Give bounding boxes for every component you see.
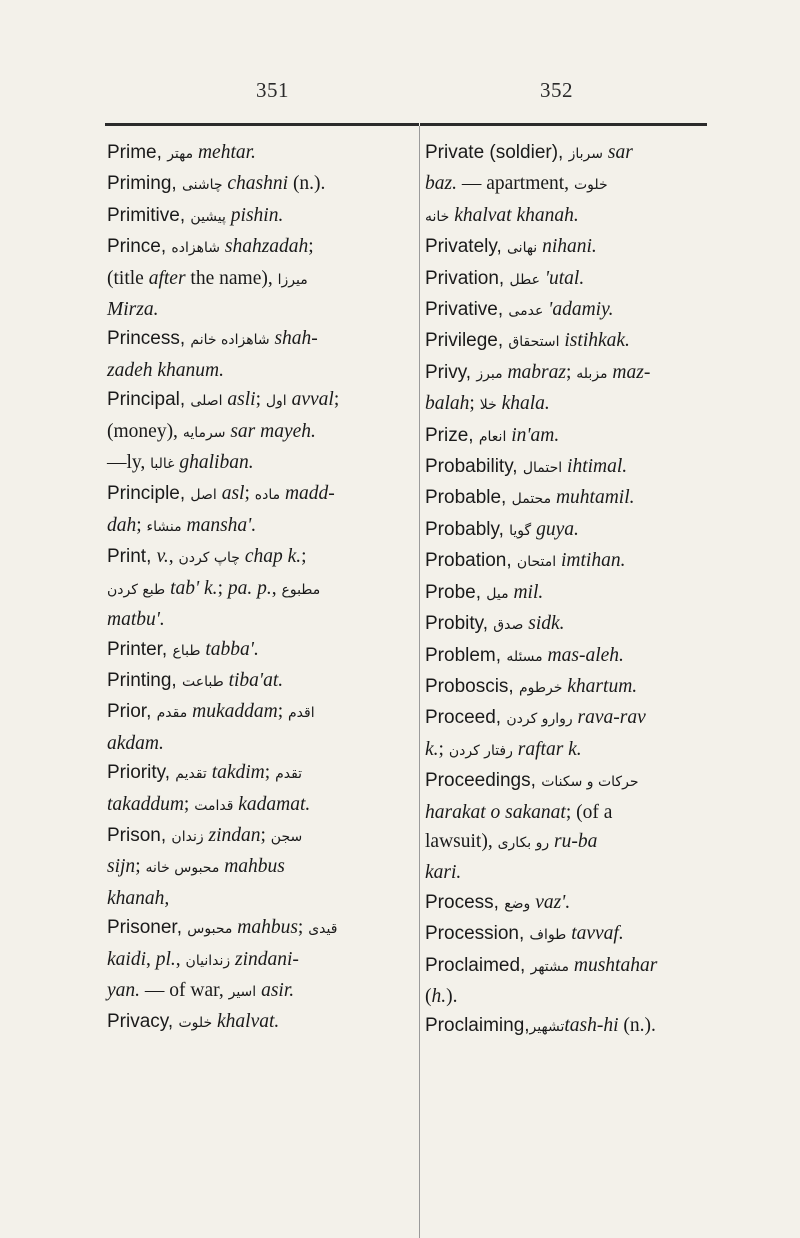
dictionary-line (425, 919, 715, 950)
headword: Privation, (425, 267, 510, 289)
dictionary-line (425, 888, 715, 919)
transliteration: asl (216, 483, 245, 505)
transliteration: h. (431, 985, 447, 1007)
transliteration: kadamat. (233, 793, 311, 815)
headword: Probable, (425, 487, 512, 509)
transliteration: harakat o sakanat (425, 801, 566, 823)
transliteration: kaidi (107, 948, 146, 970)
dictionary-line (107, 324, 413, 355)
gloss-text: ; (260, 824, 271, 846)
dictionary-line (107, 884, 413, 913)
gloss-text: ; (217, 577, 228, 599)
headword: Prince, (107, 236, 172, 258)
persian-script: نهانی (507, 240, 538, 257)
transliteration: kari. (425, 862, 462, 884)
transliteration: mabraz (502, 361, 566, 383)
header-rule-right (420, 123, 707, 126)
gloss-text: ; (469, 393, 480, 415)
headword: Probe, (425, 581, 487, 603)
persian-script: محبوس خانه (145, 860, 220, 877)
dictionary-line (425, 295, 715, 326)
persian-script: طواف (529, 927, 567, 944)
transliteration: in'am. (506, 424, 560, 446)
transliteration: khartum. (562, 675, 638, 697)
dictionary-column-left (107, 138, 413, 1039)
persian-script: حرکات و سکنات (541, 774, 639, 791)
dictionary-line (107, 479, 413, 510)
gloss-text: (money), (107, 420, 183, 442)
transliteration: matbu'. (107, 609, 165, 631)
persian-script: عطل (509, 271, 540, 288)
gloss-text: , (168, 546, 179, 568)
headword: Princess, (107, 328, 191, 350)
persian-script: خرطوم (518, 679, 563, 696)
transliteration: sijn (107, 856, 136, 878)
persian-script: اول (265, 393, 287, 410)
persian-script: منشاء (146, 518, 182, 535)
transliteration: shah- (269, 328, 318, 350)
dictionary-line (107, 790, 413, 821)
transliteration: takdim (206, 762, 265, 784)
dictionary-line (107, 511, 413, 542)
gloss-text: ; (438, 738, 449, 760)
dictionary-line (425, 827, 715, 858)
dictionary-line (425, 201, 715, 232)
persian-script: وضع (504, 895, 531, 912)
dictionary-line (107, 666, 413, 697)
persian-script: اصل (190, 487, 217, 504)
persian-script: مبرز (476, 365, 503, 382)
dictionary-line (107, 417, 413, 448)
headword: Printing, (107, 669, 182, 691)
gloss-text: — of war, (140, 979, 229, 1001)
transliteration: baz. (425, 173, 457, 195)
dictionary-line (107, 605, 413, 634)
dictionary-line (425, 672, 715, 703)
persian-script: میرزا (277, 271, 308, 288)
gloss-text: ). (446, 985, 458, 1007)
gloss-text: , (271, 577, 282, 599)
persian-script: خلا (479, 397, 497, 414)
dictionary-line (425, 515, 715, 546)
dictionary-line (107, 913, 413, 944)
column-divider (419, 126, 420, 1238)
gloss-text: ; (264, 762, 276, 784)
transliteration: imtihan. (556, 550, 626, 572)
dictionary-line (425, 766, 715, 797)
headword: Priming, (107, 173, 182, 195)
transliteration: avval (286, 389, 334, 411)
persian-script: محتمل (511, 491, 552, 508)
transliteration: muhtamil. (551, 487, 635, 509)
headword: Printer, (107, 638, 173, 660)
dictionary-line (425, 483, 715, 514)
transliteration: nihani. (537, 236, 597, 258)
headword: Probability, (425, 456, 523, 478)
persian-script: مزبله (576, 365, 608, 382)
persian-script: خلوت (573, 177, 608, 194)
headword: Privy, (425, 361, 477, 383)
headword: Proceed, (425, 707, 507, 729)
gloss-text: ; (297, 917, 309, 939)
persian-script: شاهزاده خانم (190, 332, 270, 349)
persian-script: انعام (478, 428, 507, 445)
gloss-text: ( (425, 985, 432, 1007)
gloss-text: ; (333, 389, 340, 411)
persian-script: استحقاق (508, 334, 560, 351)
transliteration: raftar k. (512, 738, 582, 760)
gloss-text: ; (244, 483, 255, 505)
transliteration: maz- (607, 361, 651, 383)
persian-script: سجن (270, 828, 303, 845)
gloss-text: ; (255, 389, 266, 411)
transliteration: mushtahar (569, 954, 658, 976)
transliteration: zindan (203, 824, 261, 846)
persian-script: قدامت (194, 797, 234, 814)
headword: Proclaiming, (425, 1015, 530, 1037)
transliteration: ihtimal. (562, 456, 628, 478)
transliteration: pishin. (225, 204, 284, 226)
gloss-text: ; (183, 793, 195, 815)
gloss-text: ; (135, 856, 146, 878)
transliteration: dah (107, 514, 137, 536)
persian-script: گویا (509, 522, 532, 539)
dictionary-line (107, 852, 413, 883)
headword: Process, (425, 891, 505, 913)
headword: Primitive, (107, 204, 191, 226)
persian-script: احتمال (522, 460, 563, 477)
headword: Problem, (425, 644, 507, 666)
transliteration: khalvat khanah. (449, 204, 579, 226)
transliteration: mukaddam (187, 701, 278, 723)
persian-script: زندانیان (185, 952, 231, 969)
transliteration: tabba'. (200, 638, 259, 660)
persian-script: محبوس (187, 921, 233, 938)
dictionary-line (425, 326, 715, 357)
transliteration: v. (156, 546, 169, 568)
persian-script: مشتهر (530, 958, 569, 975)
persian-script: مسئله (506, 648, 543, 665)
persian-script: طباع (172, 642, 201, 659)
dictionary-line (107, 542, 413, 573)
persian-script: غالبا (150, 456, 175, 473)
dictionary-line (425, 264, 715, 295)
persian-script: سرباز (568, 146, 603, 162)
persian-script: مطبوع (281, 581, 321, 598)
transliteration: shahzadah (219, 236, 309, 258)
transliteration: k. (425, 738, 439, 760)
dictionary-line (107, 574, 413, 605)
dictionary-line (425, 232, 715, 263)
transliteration: ghaliban. (174, 452, 254, 474)
transliteration: vaz'. (530, 891, 571, 913)
transliteration: pl. (155, 948, 176, 970)
transliteration: tavvaf. (566, 923, 624, 945)
headword: Privilege, (425, 330, 509, 352)
dictionary-line (107, 945, 413, 976)
gloss-text: (title (107, 267, 149, 289)
transliteration: tash-hi (564, 1015, 619, 1037)
transliteration: istihkak. (559, 330, 630, 352)
dictionary-line (107, 169, 413, 200)
dictionary-line (425, 798, 715, 827)
transliteration: Mirza. (107, 299, 159, 321)
gloss-text: — apartment, (456, 173, 574, 195)
dictionary-line (107, 295, 413, 324)
transliteration: zindani- (230, 948, 299, 970)
gloss-text: ; (565, 361, 577, 383)
transliteration: balah (425, 393, 470, 415)
transliteration: guya. (531, 518, 579, 540)
gloss-text: the name), (185, 267, 278, 289)
headword: Proclaimed, (425, 954, 531, 976)
transliteration: sar mayeh. (225, 420, 316, 442)
persian-script: تقدم (275, 766, 303, 783)
transliteration: mahbus (219, 856, 285, 878)
dictionary-line (425, 735, 715, 766)
headword: Probity, (425, 613, 494, 635)
dictionary-line (425, 358, 715, 389)
transliteration: sidk. (523, 613, 565, 635)
transliteration: chashni (222, 173, 289, 195)
persian-script: رو بکاری (497, 834, 550, 851)
persian-script: چاپ کردن (178, 550, 240, 567)
transliteration: ru-ba (549, 830, 598, 852)
persian-script: اقدم (287, 705, 315, 722)
transliteration: akdam. (107, 732, 164, 754)
persian-script: رفتار کردن (448, 742, 513, 759)
dictionary-line (425, 982, 715, 1011)
persian-script: اصلی (190, 393, 223, 410)
transliteration: khanah, (107, 887, 170, 909)
gloss-text: —ly, (107, 452, 151, 474)
dictionary-line (107, 448, 413, 479)
gloss-text: (n.). (288, 173, 326, 195)
dictionary-line (107, 976, 413, 1007)
dictionary-line (425, 421, 715, 452)
transliteration: yan. (107, 979, 141, 1001)
headword: Prize, (425, 424, 479, 446)
transliteration: khala. (496, 393, 550, 415)
dictionary-line (425, 1011, 715, 1042)
persian-script: صدق (493, 617, 524, 634)
dictionary-line (107, 356, 413, 385)
transliteration: zadeh khanum. (107, 359, 224, 381)
headword: Prison, (107, 824, 172, 846)
dictionary-line (107, 697, 413, 728)
dictionary-line (425, 452, 715, 483)
dictionary-line (425, 169, 715, 200)
persian-script: طباعت (181, 673, 224, 690)
headword: Principle, (107, 483, 191, 505)
transliteration: asir. (256, 979, 295, 1001)
headword: Privacy, (107, 1011, 179, 1033)
persian-script: خلوت (178, 1015, 213, 1032)
dictionary-line (107, 729, 413, 758)
transliteration: madd- (280, 483, 335, 505)
dictionary-line (107, 1007, 413, 1038)
dictionary-line (425, 951, 715, 982)
persian-script: امتحان (516, 554, 557, 571)
headword: Procession, (425, 923, 530, 945)
page-number-left: 351 (256, 78, 289, 102)
headword: Privately, (425, 236, 508, 258)
headword: Prisoner, (107, 917, 188, 939)
dictionary-line (107, 635, 413, 666)
dictionary-line (425, 138, 715, 169)
transliteration: mas-aleh. (542, 644, 624, 666)
persian-script: مهتر (167, 146, 194, 162)
transliteration: chap k. (239, 546, 302, 568)
headword: Print, (107, 546, 157, 568)
persian-script: اسیر (228, 983, 257, 1000)
dictionary-line (107, 232, 413, 263)
transliteration: mehtar. (193, 142, 256, 163)
dictionary-line (107, 138, 413, 169)
dictionary-line (107, 201, 413, 232)
headword: Probably, (425, 518, 510, 540)
headword: Proceedings, (425, 770, 542, 792)
transliteration: tab' k. (165, 577, 218, 599)
dictionary-line (425, 641, 715, 672)
transliteration: asli (222, 389, 256, 411)
persian-script: مقدم (156, 705, 188, 722)
persian-script: عدمی (508, 303, 544, 320)
dictionary-line (425, 546, 715, 577)
persian-script: تقدیم (175, 766, 207, 783)
header-rule-left (105, 123, 419, 126)
persian-script: پیشین (190, 208, 226, 225)
persian-script: ماده (254, 487, 281, 504)
dictionary-line (425, 389, 715, 420)
transliteration: sar (603, 142, 633, 163)
persian-script: زندان (171, 828, 204, 845)
transliteration: tiba'at. (223, 669, 284, 691)
gloss-text: ; (of a (565, 801, 613, 823)
transliteration: pa. p. (227, 577, 272, 599)
transliteration: takaddum (107, 793, 184, 815)
transliteration: 'utal. (539, 267, 585, 289)
transliteration: after (148, 267, 186, 289)
headword: Probation, (425, 550, 517, 572)
transliteration: mansha'. (181, 514, 257, 536)
gloss-text: , (146, 948, 156, 970)
dictionary-line (425, 609, 715, 640)
transliteration: mahbus (232, 917, 298, 939)
transliteration: rava-rav (572, 707, 646, 729)
dictionary-line (107, 821, 413, 852)
transliteration: mil. (508, 581, 544, 603)
dictionary-line (107, 264, 413, 295)
headword: Principal, (107, 389, 191, 411)
dictionary-line (425, 578, 715, 609)
headword: Privative, (425, 299, 509, 321)
persian-script: خانه (425, 208, 450, 225)
dictionary-line (107, 758, 413, 789)
transliteration: 'adamiy. (543, 299, 614, 321)
persian-script: میل (486, 585, 509, 602)
persian-script: روارو کردن (506, 711, 573, 728)
headword: Private (soldier), (425, 142, 569, 163)
headword: Prime, (107, 142, 168, 163)
gloss-text: ; (308, 236, 314, 258)
gloss-text: (n.). (618, 1015, 656, 1037)
headword: Priority, (107, 762, 176, 784)
transliteration: khalvat. (212, 1011, 280, 1033)
dictionary-column-right (425, 138, 715, 1043)
gloss-text: ; (301, 546, 307, 568)
gloss-text: ; (277, 701, 288, 723)
persian-script: قیدی (308, 921, 338, 938)
headword: Proboscis, (425, 675, 519, 697)
persian-script: سرمایه (182, 424, 226, 441)
persian-script: شاهزاده (171, 240, 220, 257)
dictionary-line (425, 703, 715, 734)
persian-script: طبع کردن (107, 581, 166, 598)
persian-script: تشهیر (529, 1019, 565, 1036)
dictionary-line (107, 385, 413, 416)
gloss-text: ; (136, 514, 147, 536)
persian-script: چاشنی (181, 177, 223, 194)
gloss-text: lawsuit), (425, 830, 498, 852)
gloss-text: , (175, 948, 186, 970)
headword: Prior, (107, 701, 157, 723)
dictionary-line (425, 858, 715, 887)
page-number-right: 352 (540, 78, 573, 102)
